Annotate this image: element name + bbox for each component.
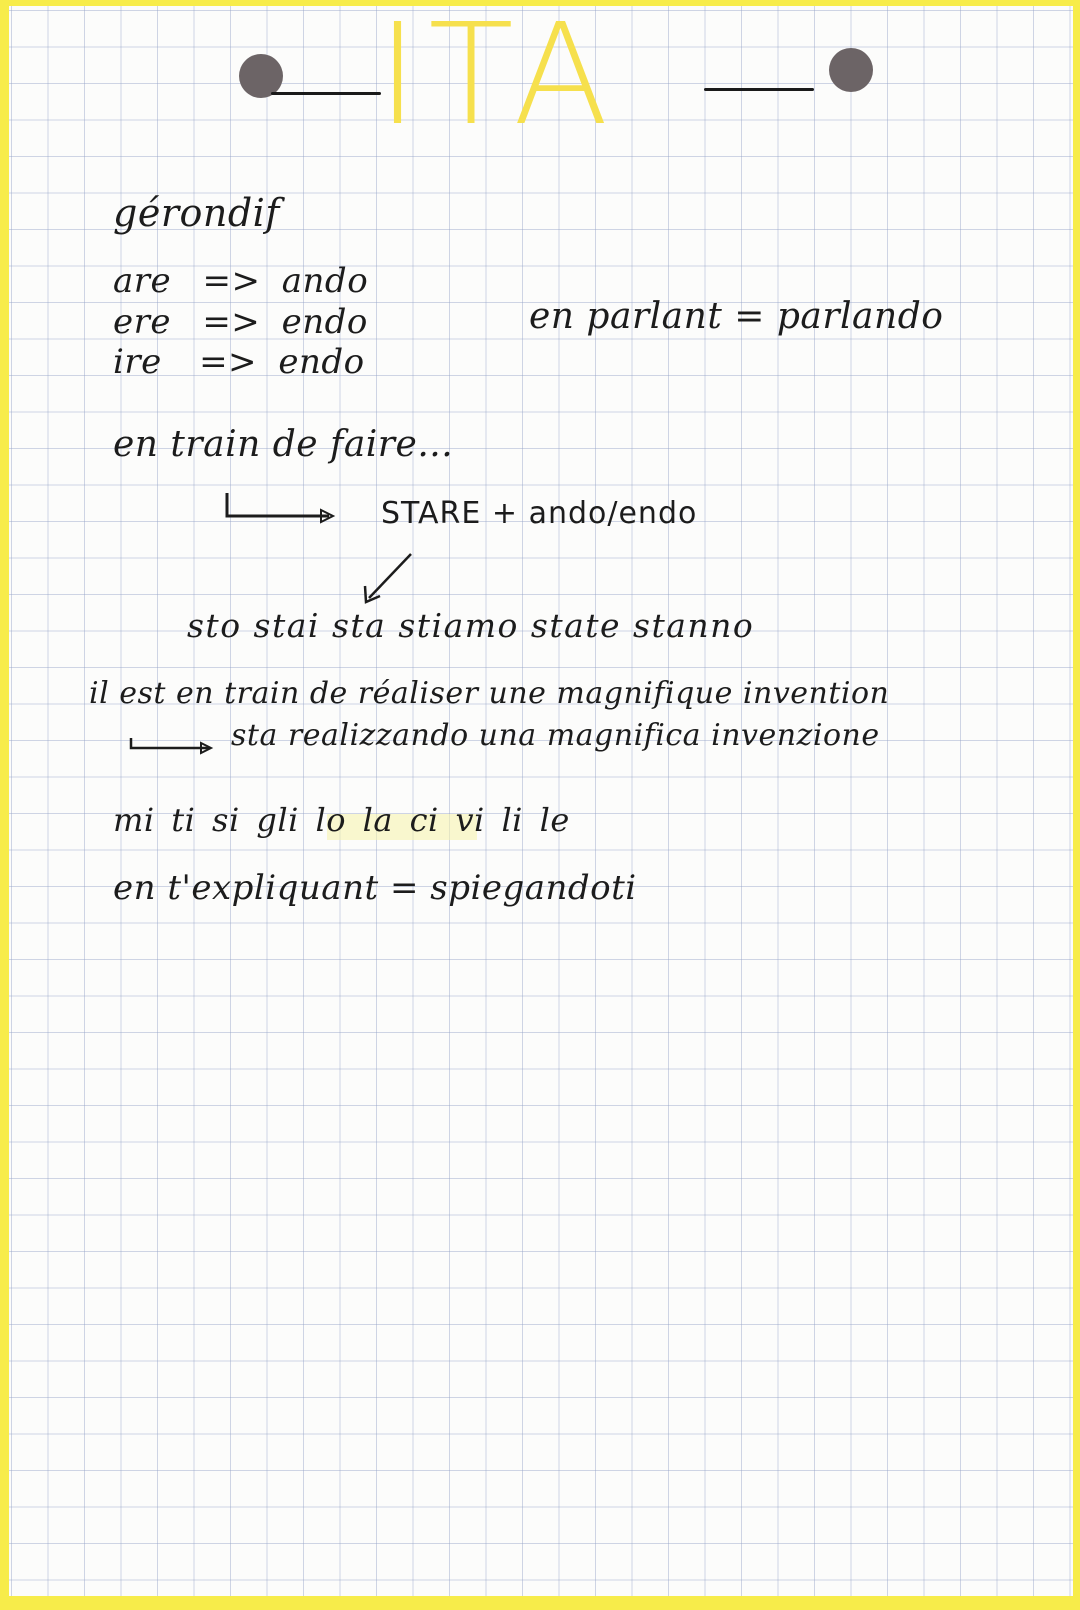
ending-from: ere — [113, 302, 171, 342]
sentence-french: il est en train de réaliser une magnifique invention — [89, 676, 890, 711]
example-spiegandoti: en t'expliquant = spiegandoti — [113, 868, 637, 908]
ending-arrow: => — [202, 302, 261, 342]
ending-to: endo — [281, 302, 368, 342]
pronoun-list: mi ti si gli lo la ci vi li le — [113, 801, 570, 839]
stare-conjugation: sto stai sta stiamo state stanno — [187, 606, 755, 645]
ending-to: ando — [281, 261, 369, 301]
ending-to: endo — [278, 342, 365, 382]
progressive-heading: en train de faire... — [113, 424, 454, 465]
ending-from: are — [113, 261, 172, 301]
stare-rule: STARE + ando/endo — [381, 496, 698, 531]
arrow-to-rule-icon — [227, 493, 329, 516]
gerondif-heading: gérondif — [113, 191, 280, 235]
page-title: ITA — [377, 0, 619, 157]
example-en-parlant: en parlant = parlando — [529, 296, 944, 337]
sentence-italian: sta realizzando una magnifica invenzione — [231, 718, 880, 753]
ending-from: ire — [113, 342, 162, 382]
arrow-to-translation-icon — [131, 738, 209, 748]
arrow-to-conjugation-icon — [369, 554, 411, 598]
ending-arrow: => — [202, 261, 261, 301]
ending-arrow: => — [199, 342, 258, 382]
